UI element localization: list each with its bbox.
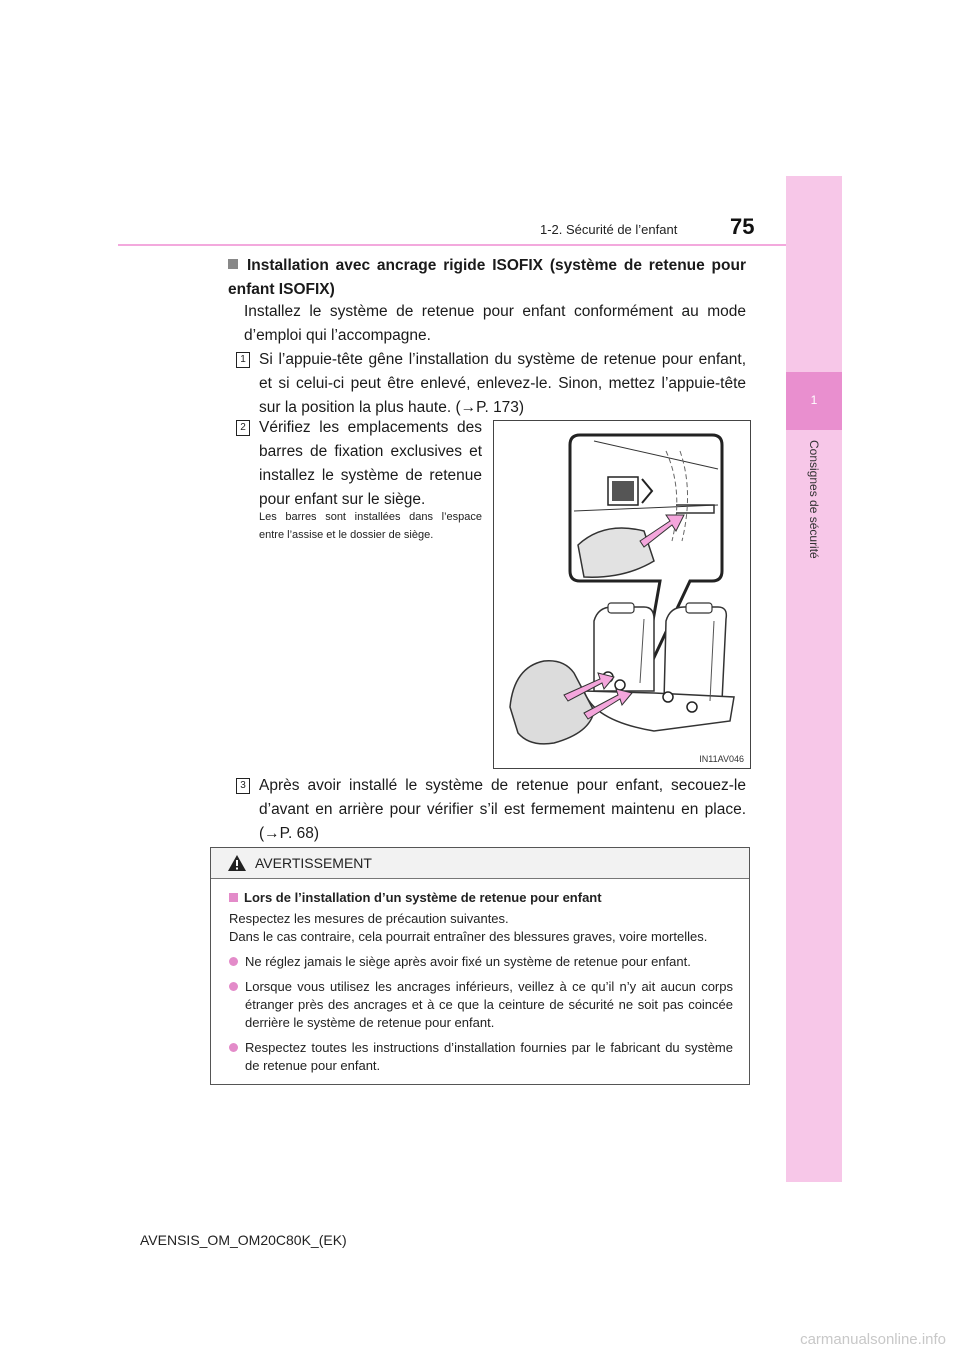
chapter-title: Consignes de sécurité [807, 440, 821, 559]
square-bullet-icon [229, 893, 238, 902]
page-number: 75 [730, 214, 755, 239]
warning-box [210, 847, 750, 1085]
step-number-3: 3 [236, 778, 250, 794]
step-1-text: Si l’appuie-tête gêne l’installation du système de retenue pour enfant, et si celui-ci peut être enlevé, enlevez-le. Sinon, mettez l’appuie-tête sur la position la plus haute. (→P. 173) [259, 351, 746, 416]
warning-header [211, 848, 749, 879]
warning-bullet-text: Lorsque vous utilisez les ancrages inférieurs, veillez à ce qu’il n’y ait aucun corps étranger près des ancrages et à ce que la ceinture de sécurité ne soit pas coincée derrière le système de retenue pour enfant. [245, 979, 733, 1030]
circle-bullet-icon [229, 1043, 238, 1052]
header-rule [118, 244, 786, 246]
warning-title [229, 889, 733, 907]
warning-icon [227, 854, 247, 872]
step-2-text: Vérifiez les emplacements des barres de fixation exclusives et installez le système de retenue pour enfant sur le siège. [259, 419, 482, 508]
document-code: AVENSIS_OM_OM20C80K_(EK) [140, 1232, 347, 1248]
warning-title-text: Lors de l’installation d’un système de retenue pour enfant [244, 890, 602, 905]
step-2-note: Les barres sont installées dans l’espace entre l’assise et le dossier de siège. [259, 511, 482, 541]
chapter-tab [786, 176, 842, 1182]
warning-bullet [229, 978, 733, 1032]
chapter-number: 1 [810, 393, 818, 407]
step-3-text: Après avoir installé le système de retenue pour enfant, secouez-le d’avant en arrière pour vérifier s’il est fermement maintenu en place. (→P. 68) [259, 777, 746, 842]
step-number-2: 2 [236, 420, 250, 436]
circle-bullet-icon [229, 982, 238, 991]
warning-intro-2: Dans le cas contraire, cela pourrait entraîner des blessures graves, voire mortelles. [229, 929, 708, 944]
figure-code: IN11AV046 [699, 754, 744, 764]
section-heading [228, 254, 746, 302]
warning-bullet [229, 1039, 733, 1075]
intro-paragraph: Installez le système de retenue pour enfant conformément au mode d’emploi qui l’accompagne. [244, 303, 746, 344]
warning-bullet [229, 953, 733, 971]
circle-bullet-icon [229, 957, 238, 966]
section-title: 1-2. Sécurité de l’enfant [540, 222, 678, 237]
warning-label: AVERTISSEMENT [255, 855, 372, 871]
warning-body [211, 879, 749, 1075]
heading-text: Installation avec ancrage rigide ISOFIX (système de retenue pour enfant ISOFIX) [228, 257, 746, 298]
warning-intro-1: Respectez les mesures de précaution suivantes. [229, 911, 509, 926]
square-bullet-icon [228, 259, 238, 269]
step-number-1: 1 [236, 352, 250, 368]
watermark: carmanualsonline.info [800, 1331, 946, 1348]
isofix-figure [493, 420, 751, 769]
warning-bullet-text: Ne réglez jamais le siège après avoir fixé un système de retenue pour enfant. [245, 954, 691, 969]
warning-bullet-text: Respectez toutes les instructions d’installation fournies par le fabricant du système de retenue pour enfant. [245, 1040, 733, 1073]
isofix-illustration [494, 421, 750, 768]
